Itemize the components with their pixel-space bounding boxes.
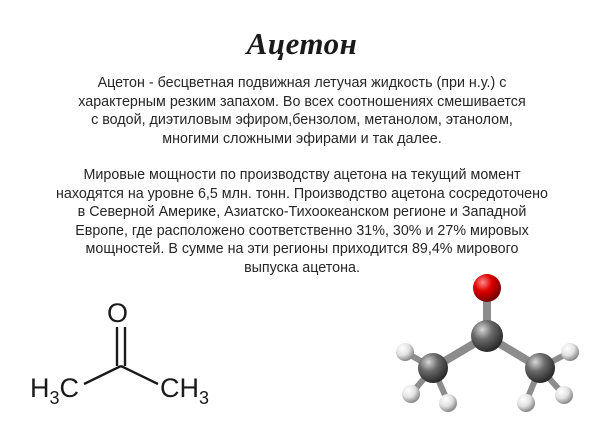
- production-paragraph: [40, 166, 564, 277]
- paragraph-line: в Северной Америке, Азиатско-Тихоокеанском регионе и Западной: [77, 204, 527, 220]
- paragraph-line: мощностей. В сумме на эти регионы приходится 89,4% мирового: [85, 241, 519, 257]
- hydrogen-atom: [439, 394, 457, 412]
- page-title: Ацетон: [246, 26, 358, 61]
- carbon-atom-left: [418, 353, 448, 383]
- oxygen-atom: [473, 274, 501, 302]
- description-paragraph: [40, 74, 564, 148]
- paragraph-line: выпуска ацетона.: [244, 259, 360, 276]
- structural-formula: [0, 280, 260, 431]
- right-methyl-label: $CH_3$: [160, 373, 210, 408]
- paragraph-line: многими сложными эфирами и так далее.: [162, 130, 442, 147]
- hydrogen-atom: [561, 343, 579, 361]
- hydrogen-atom: [402, 385, 420, 403]
- paragraph-line: с водой, диэтиловым эфиром,бензолом, метанолом, этанолом,: [91, 112, 513, 128]
- oxygen-atom-label: O: [107, 298, 129, 328]
- paragraph-line: Европе, где расположено соответственно 31%, 30% и 27% мировых: [75, 222, 529, 239]
- carbon-atom-central: [471, 320, 503, 352]
- paragraph-line: Мировые мощности по производству ацетона на текущий момент: [83, 167, 521, 183]
- carbon-atom-right: [525, 353, 555, 383]
- hydrogen-atom: [396, 343, 414, 361]
- left-methyl-label: $H_3C$: [30, 373, 80, 408]
- single-bond-line: [121, 366, 158, 384]
- paragraph-line: характерным резким запахом. Во всех соотношениях смешивается: [78, 93, 526, 110]
- hydrogen-atom: [517, 394, 535, 412]
- ball-and-stick-model: [380, 262, 604, 431]
- single-bond-line: [84, 366, 121, 384]
- paragraph-line: Ацетон - бесцветная подвижная летучая жидкость (при н.у.) с: [97, 75, 507, 91]
- hydrogen-atom: [555, 386, 573, 404]
- paragraph-line: находятся на уровне 6,5 млн. тонн. Производство ацетона сосредоточено: [56, 185, 548, 202]
